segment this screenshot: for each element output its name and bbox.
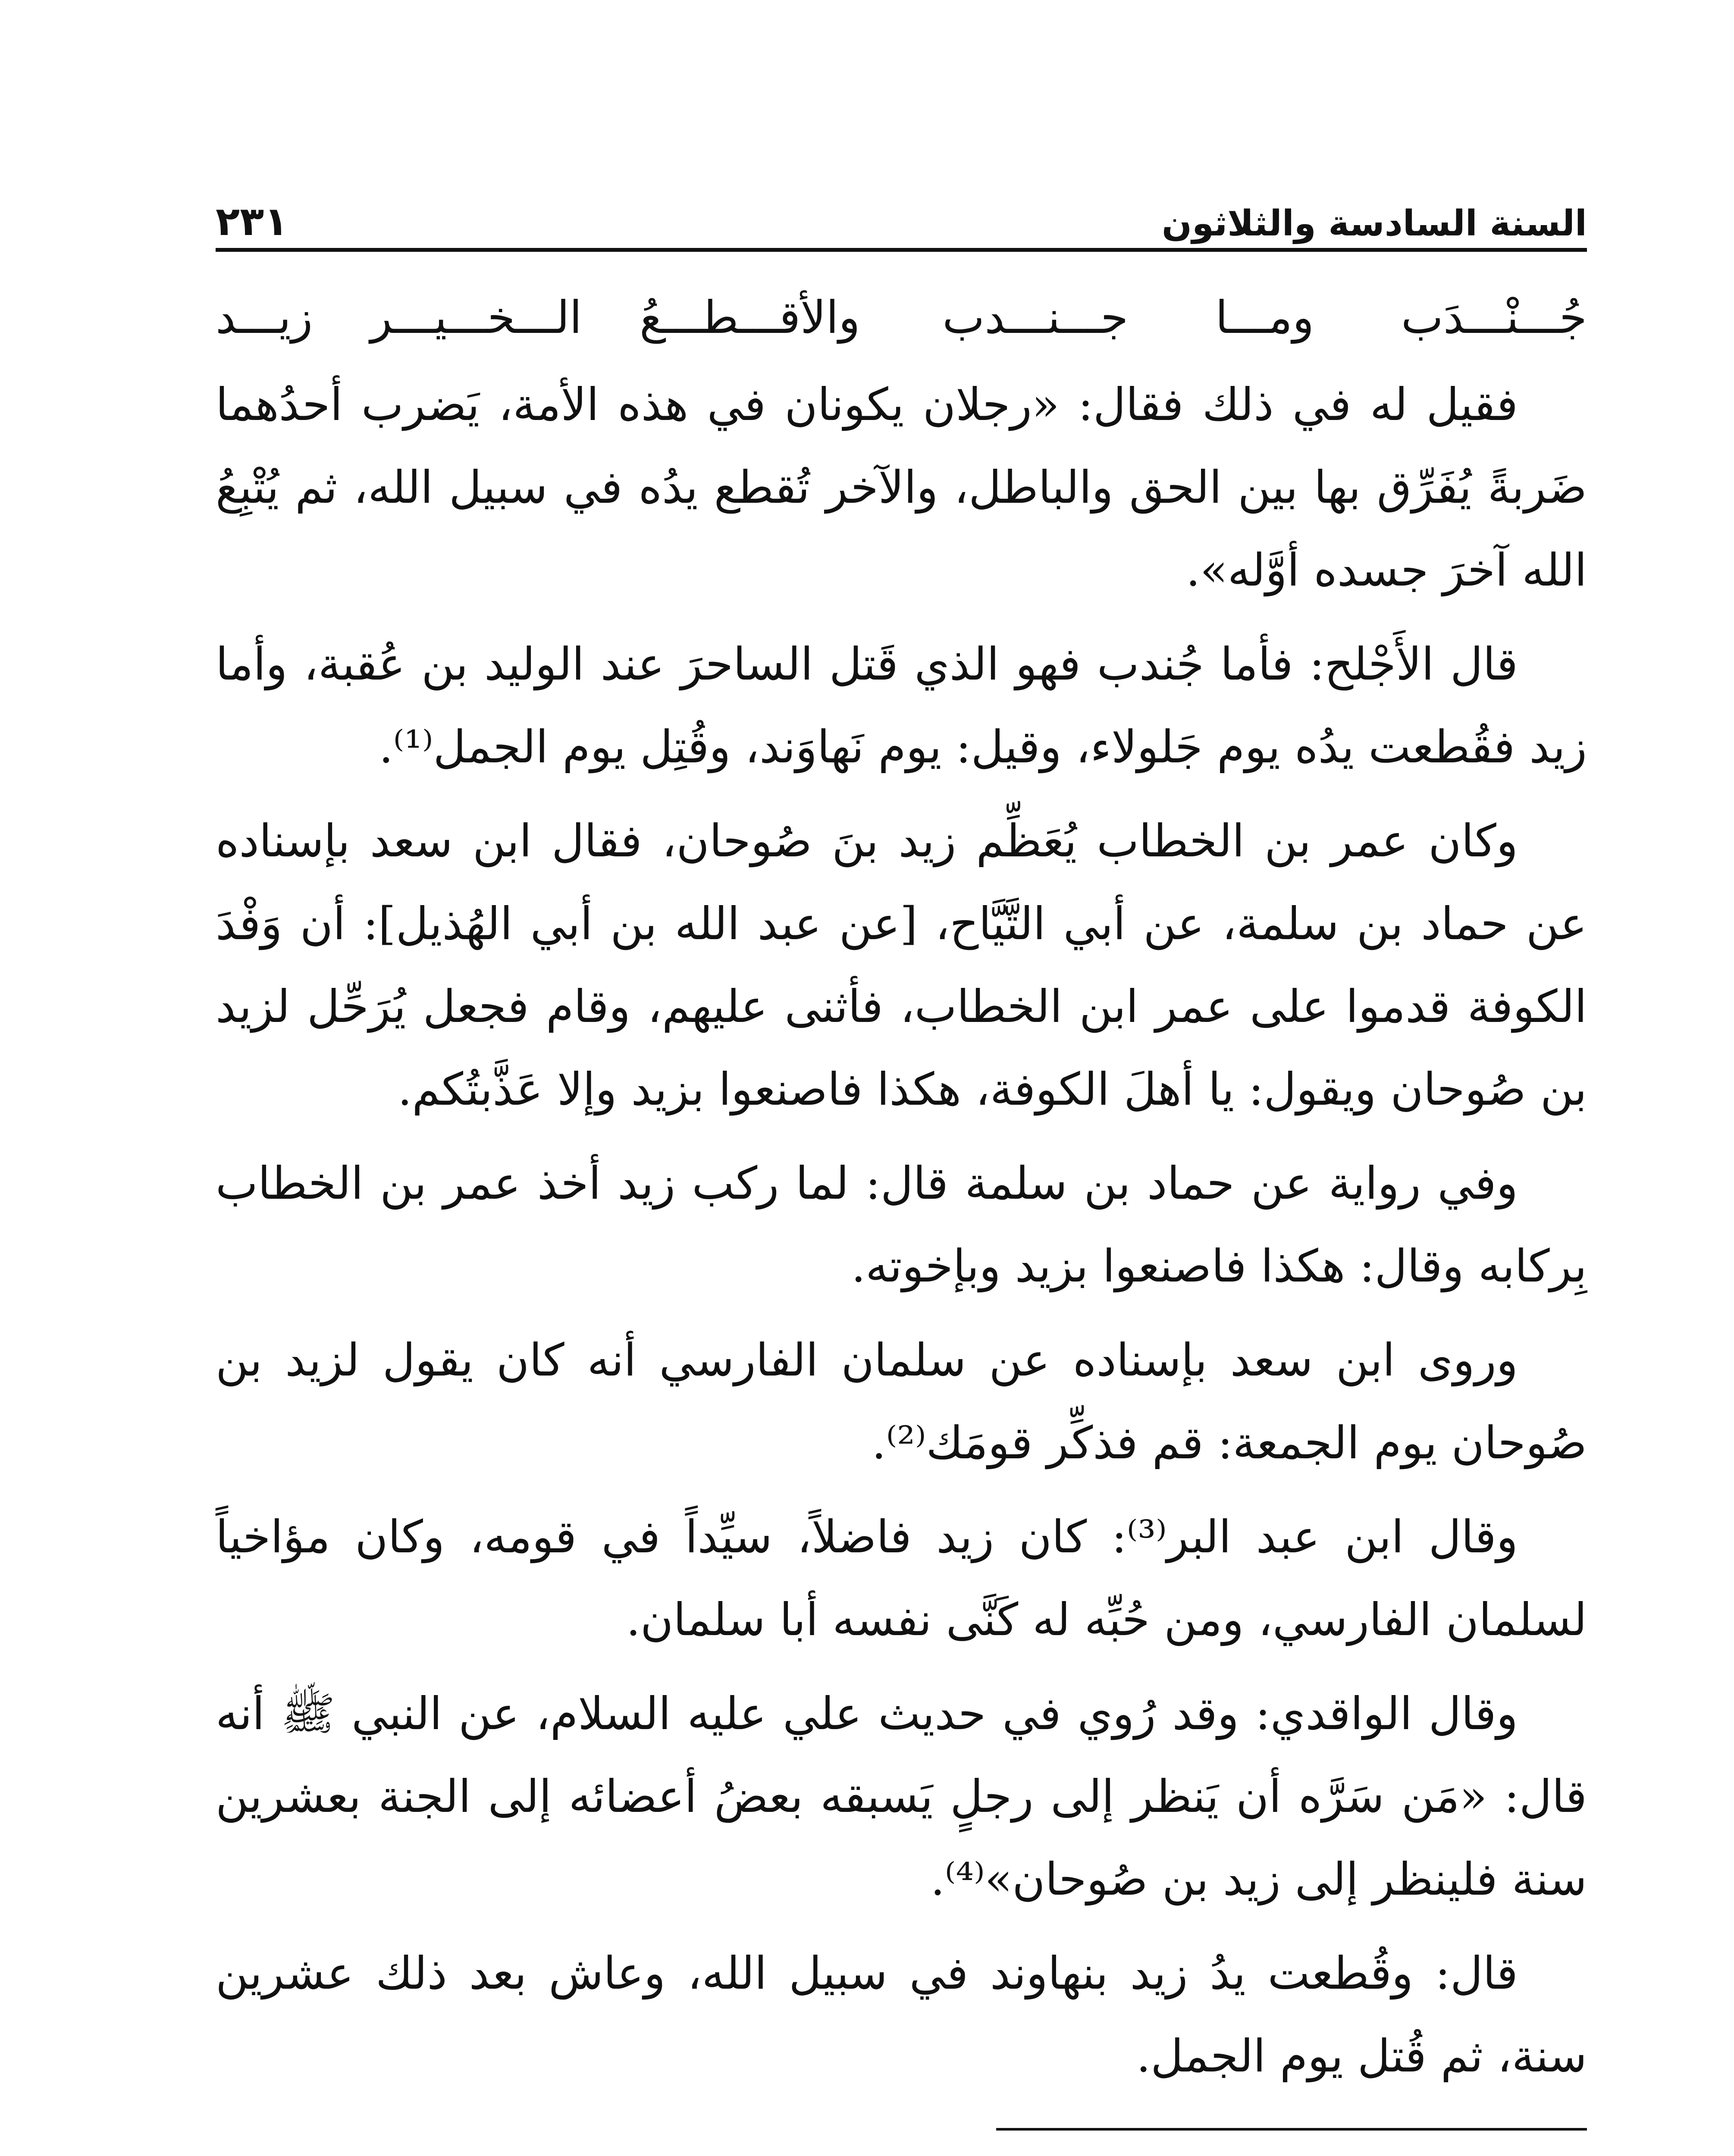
header-rule	[216, 248, 1587, 252]
paragraph: وقال الواقدي: وقد رُوي في حديث علي عليه السلام، عن النبي ﷺ أنه قال: «مَن سَرَّه أن يَنظر إلى رجلٍ يَسبقه بعضُ أعضائه إلى الجنة بعشرين سنة فلينظر إلى زيد بن صُوحان»⁽⁴⁾.	[216, 1687, 1587, 1905]
paragraph: وفي رواية عن حماد بن سلمة قال: لما ركب زيد أخذ عمر بن الخطاب بِركابه وقال: هكذا فاصنعوا بزيد وبإخوته.	[216, 1157, 1587, 1292]
verse-second-hemistich: والأقـــطـــعُ الـــخـــيـــر زيـــد	[216, 291, 860, 344]
paragraph: وقال ابن عبد البر⁽³⁾: كان زيد فاضلاً، سيِّداً في قومه، وكان مؤاخياً لسلمان الفارسي، ومن حُبِّه له كَنَّى نفسه أبا سلمان.	[216, 1510, 1587, 1646]
paragraph: وروى ابن سعد بإسناده عن سلمان الفارسي أنه كان يقول لزيد بن صُوحان يوم الجمعة: قم فذكِّر قومَك⁽²⁾.	[216, 1334, 1587, 1469]
paragraph: فقيل له في ذلك فقال: «رجلان يكونان في هذه الأمة، يَضرب أحدُهما ضَربةً يُفَرِّق بها بين الحق والباطل، والآخر تُقطع يدُه في سبيل الله، ثم يُتْبِعُ الله آخرَ جسده أوَّله».	[216, 378, 1587, 596]
main-text	[216, 276, 1587, 2109]
paragraph: قال الأَجْلح: فأما جُندب فهو الذي قَتل الساحرَ عند الوليد بن عُقبة، وأما زيد فقُطعت يدُه يوم جَلولاء، وقيل: يوم نَهاوَند، وقُتِل يوم الجمل⁽¹⁾.	[216, 638, 1587, 773]
running-title: السنة السادسة والثلاثون	[1161, 203, 1587, 244]
paragraph: وكان عمر بن الخطاب يُعَظِّم زيد بنَ صُوحان، فقال ابن سعد بإسناده عن حماد بن سلمة، عن أبي التَّيَّاح، [عن عبد الله بن أبي الهُذيل]: أن وَفْدَ الكوفة قدموا على عمر ابن الخطاب، فأثنى عليهم، وقام فجعل يُرَحِّل لزيد بن صُوحان ويقول: يا أهلَ الكوفة، هكذا فاصنعوا بزيد وإلا عَذَّبتُكم.	[216, 815, 1587, 1116]
footnote-rule	[996, 2128, 1587, 2131]
footnotes	[216, 2152, 1587, 2156]
poetry-verse	[216, 276, 1587, 359]
page-number: ٢٣١	[216, 198, 288, 244]
footnote	[216, 2152, 1587, 2156]
paragraph: قال: وقُطعت يدُ زيد بنهاوند في سبيل الله، وعاش بعد ذلك عشرين سنة، ثم قُتل يوم الجمل.	[216, 1947, 1587, 2082]
verse-first-hemistich: جُـــنْـــدَب ومـــا جـــنـــدب	[942, 291, 1587, 344]
page-header	[216, 155, 1587, 244]
